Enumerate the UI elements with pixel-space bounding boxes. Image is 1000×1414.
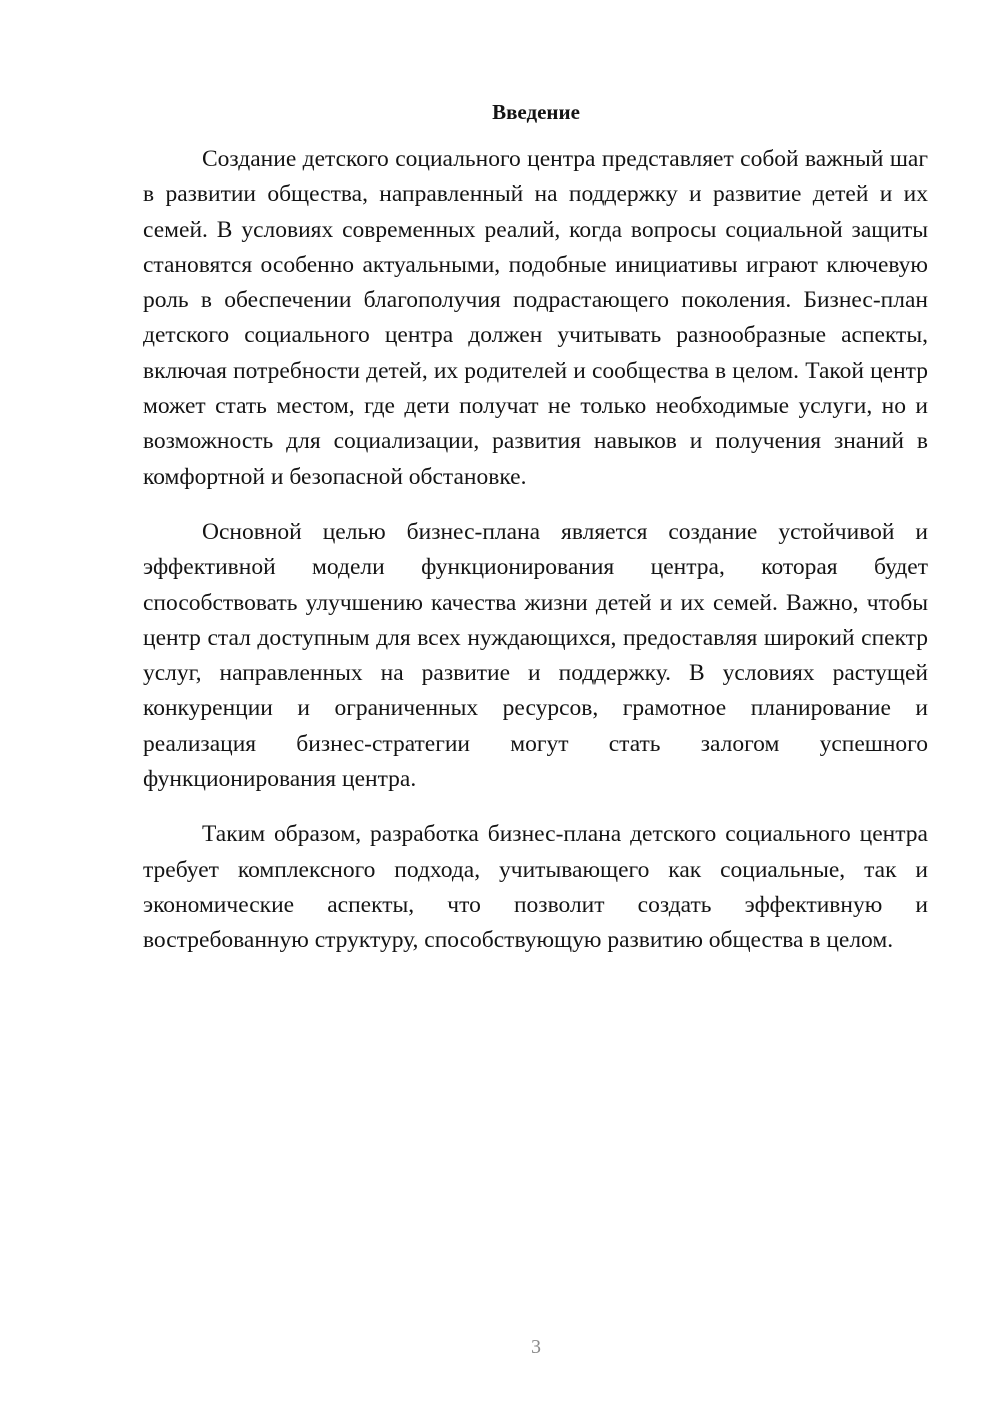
paragraph-3: Таким образом, разработка бизнес-плана детского социального центра требует комплексного подхода, учитывающего как социальные, так и экономические аспекты, что позволит создать эффективную и востребованную структуру, способствующую развитию общества в целом.: [143, 821, 928, 954]
paragraph-1: Создание детского социального центра представляет собой важный шаг в развитии общества, направленный на поддержку и развитие детей и их семей. В условиях современных реалий, когда вопросы социальной защиты становятся особенно актуальными, подобные инициативы играют ключевую роль в обеспечении благополучия подрастающего поколения. Бизнес-план детского социального центра должен учитывать разнообразные аспекты, включая потребности детей, их родителей и сообщества в целом. Такой центр может стать местом, где дети получат не только необходимые услуги, но и возможность для социализации, развития навыков и получения знаний в комфортной и безопасной обстановке.: [143, 146, 928, 490]
page-number: 3: [531, 1336, 541, 1358]
section-heading: Введение: [492, 100, 580, 124]
body-text: [143, 142, 928, 959]
paragraph-2: Основной целью бизнес-плана является создание устойчивой и эффективной модели функционирования центра, которая будет способствовать улучшению качества жизни детей и их семей. Важно, чтобы центр стал доступным для всех нуждающихся, предоставляя широкий спектр услуг, направленных на развитие и поддержку. В условиях растущей конкуренции и ограниченных ресурсов, грамотное планирование и реализация бизнес-стратегии могут стать залогом успешного функционирования центра.: [143, 518, 928, 793]
